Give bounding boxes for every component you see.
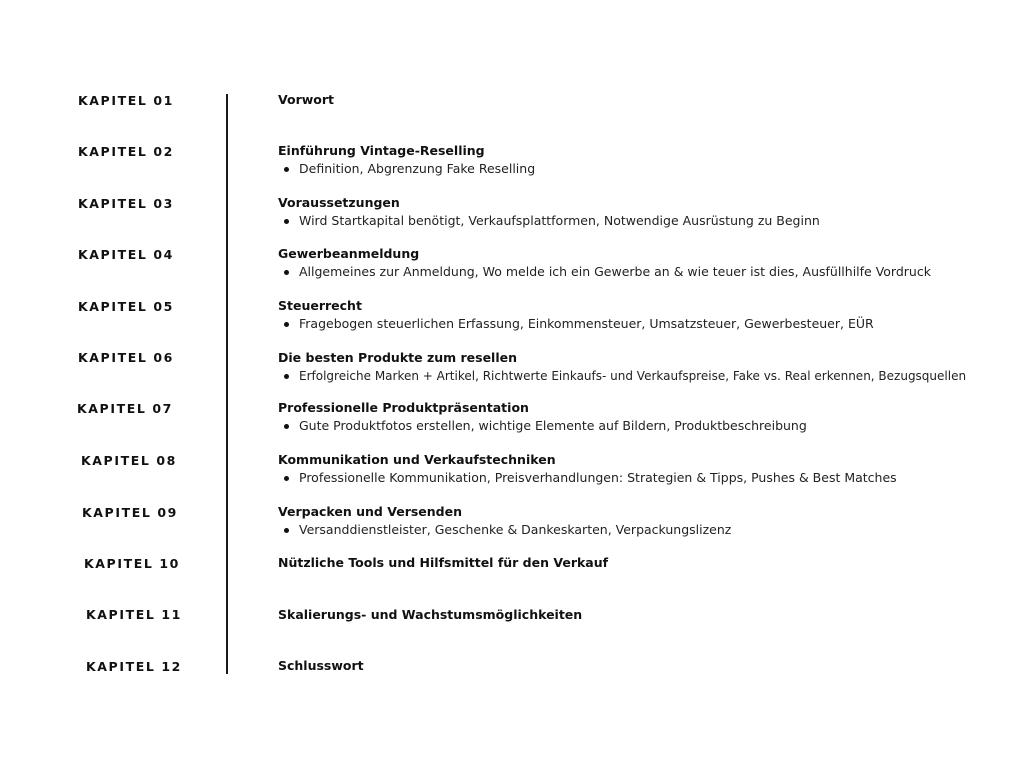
chapter-topics [278,264,931,280]
chapter-topics [278,418,807,434]
chapter-label: KAPITEL 04 [78,247,174,262]
chapter-label: KAPITEL 12 [86,659,182,674]
bullet-icon [284,219,289,224]
chapter-title: Vorwort [278,92,335,107]
chapter-title: Professionelle Produktpräsentation [278,400,529,415]
chapter-title: Einführung Vintage-Reselling [278,143,485,158]
chapter-title: Nützliche Tools und Hilfsmittel für den Verkauf [278,555,609,570]
chapter-topics [278,316,874,332]
chapter-topics-text: Gute Produktfotos erstellen, wichtige Elemente auf Bildern, Produktbeschreibung [299,418,807,433]
chapter-title: Verpacken und Versenden [278,504,463,519]
toc-entry [278,658,364,674]
chapter-topics [278,470,897,486]
chapter-topics [278,522,731,538]
chapter-label: KAPITEL 09 [82,505,178,520]
toc-entry [278,246,931,280]
bullet-icon [284,270,289,275]
toc-entry [278,92,334,108]
toc-entry [278,555,608,571]
chapter-label: KAPITEL 10 [84,556,180,571]
chapter-topics-text: Professionelle Kommunikation, Preisverhandlungen: Strategien & Tipps, Pushes & Best Matches [299,470,897,485]
chapter-title: Schlusswort [278,658,364,673]
chapter-topics-text: Definition, Abgrenzung Fake Reselling [299,161,536,176]
bullet-icon [284,424,289,429]
toc-entry [278,452,897,486]
chapter-title: Voraussetzungen [278,195,400,210]
chapter-label: KAPITEL 08 [81,453,177,468]
toc-entry [278,607,582,623]
chapter-label: KAPITEL 01 [78,93,174,108]
vertical-divider [226,94,228,674]
chapter-label: KAPITEL 07 [77,401,173,416]
chapter-title: Steuerrecht [278,298,362,313]
chapter-topics-text: Versanddienstleister, Geschenke & Dankeskarten, Verpackungslizenz [299,522,732,537]
toc-entry [278,504,731,538]
chapter-topics-text: Erfolgreiche Marken + Artikel, Richtwerte Einkaufs- und Verkaufspreise, Fake vs. Real erkennen, Bezugsquellen [299,369,967,383]
toc-entry [278,400,807,434]
chapter-label: KAPITEL 11 [86,607,182,622]
chapter-topics [278,213,820,229]
bullet-icon [284,374,289,379]
toc-entry [278,143,535,177]
chapter-topics [278,161,535,177]
bullet-icon [284,476,289,481]
chapter-label: KAPITEL 02 [78,144,174,159]
bullet-icon [284,322,289,327]
chapter-title: Skalierungs- und Wachstumsmöglichkeiten [278,607,583,622]
bullet-icon [284,528,289,533]
chapter-label: KAPITEL 03 [78,196,174,211]
chapter-topics-text: Fragebogen steuerlichen Erfassung, Einkommensteuer, Umsatzsteuer, Gewerbesteuer, EÜR [299,316,874,331]
toc-entry [278,195,820,229]
bullet-icon [284,167,289,172]
chapter-title: Kommunikation und Verkaufstechniken [278,452,556,467]
chapter-title: Die besten Produkte zum resellen [278,350,517,365]
chapter-topics-text: Wird Startkapital benötigt, Verkaufsplattformen, Notwendige Ausrüstung zu Beginn [299,213,820,228]
chapter-topics [278,368,966,384]
chapter-label: KAPITEL 06 [78,350,174,365]
chapter-label: KAPITEL 05 [78,299,174,314]
chapter-topics-text: Allgemeines zur Anmeldung, Wo melde ich ein Gewerbe an & wie teuer ist dies, Ausfüllhilfe Vordruck [299,264,931,279]
chapter-title: Gewerbeanmeldung [278,246,420,261]
toc-entry [278,298,874,332]
toc-entry [278,350,966,384]
